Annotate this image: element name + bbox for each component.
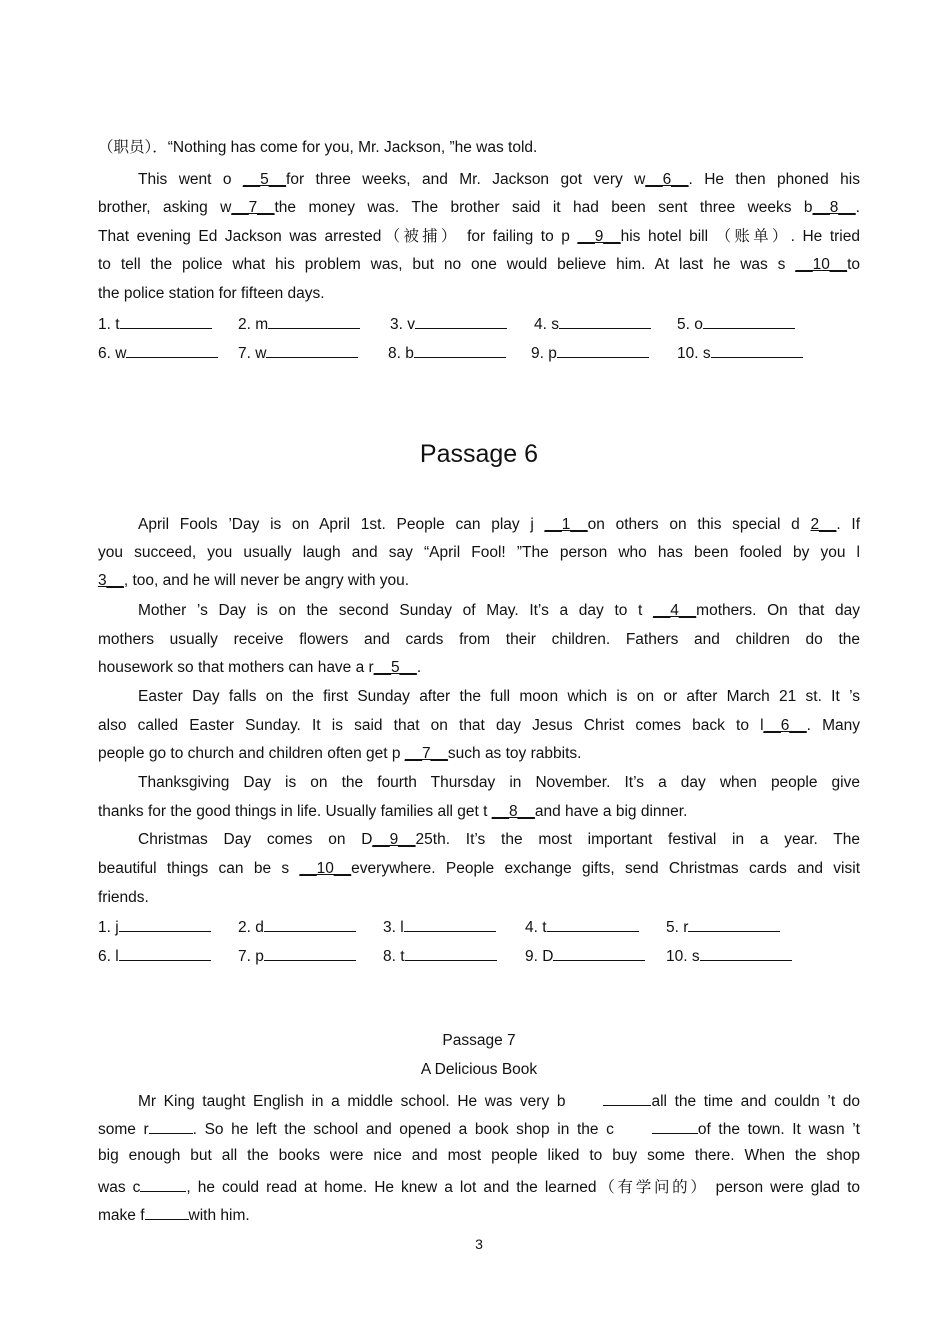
- passage6-line-3: 3__, too, and he will never be angry with you.: [98, 572, 410, 589]
- blank-8: __8__: [491, 803, 535, 820]
- blank[interactable]: [603, 1091, 651, 1106]
- passage6-line-14: friends.: [98, 889, 149, 906]
- passage6-line-10: Thanksgiving Day is on the fourth Thursday in November. It’s a day when people give: [138, 774, 860, 791]
- passage6-line-7: Easter Day falls on the first Sunday after the full moon which is on or after March 21 st. It ’s: [138, 688, 860, 705]
- answer-slot[interactable]: 7. p: [238, 946, 356, 966]
- answer-slot[interactable]: 1. t: [98, 314, 212, 334]
- passage6-line-2: you succeed, you usually laugh and say “April Fool! ”The person who has been fooled by you l: [98, 544, 860, 561]
- blank-5: __5__: [242, 171, 287, 188]
- blank-10: __10__: [299, 860, 352, 877]
- answer-slot[interactable]: 3. l: [383, 917, 496, 937]
- passage6-line-5: mothers usually receive flowers and cards from their children. Fathers and children do the: [98, 631, 860, 648]
- page-number: 3: [475, 1236, 483, 1252]
- passage5-line-3: brother, asking w__7__the money was. The brother said it had been sent three weeks b__8__.: [98, 199, 860, 216]
- passage6-line-4: Mother ’s Day is on the second Sunday of May. It’s a day to t __4__mothers. On that day: [138, 602, 860, 619]
- passage6-line-8: also called Easter Sunday. It is said that on that day Jesus Christ comes back to l__6__. Many: [98, 717, 861, 734]
- blank-9: __9__: [577, 228, 621, 245]
- blank-6: __6__: [645, 171, 689, 188]
- answer-slot[interactable]: 5. r: [666, 917, 780, 937]
- passage5-line-1: （职员）．“Nothing has come for you, Mr. Jackson, ”he was told.: [98, 139, 538, 156]
- passage5-line-6: the police station for fifteen days.: [98, 285, 325, 302]
- passage7-line-4: was c , he could read at home. He knew a lot and the learned（有学问的） person were glad to: [98, 1179, 861, 1196]
- blank-1: __1__: [544, 516, 588, 533]
- answer-slot[interactable]: 9. D: [525, 946, 645, 966]
- answer-slot[interactable]: 6. w: [98, 343, 218, 363]
- passage7-line-1: Mr King taught English in a middle school. He was very b all the time and couldn ’t do: [138, 1093, 860, 1110]
- passage6-line-6: housework so that mothers can have a r__5__.: [98, 659, 422, 676]
- blank[interactable]: [140, 1177, 186, 1192]
- passage7-line-5: make f with him.: [98, 1207, 250, 1224]
- blank-9: __9__: [372, 831, 416, 848]
- passage7-line-2: some r . So he left the school and opened a book shop in the c of the town. It wasn ’t: [98, 1121, 860, 1138]
- passage6-title: Passage 6: [419, 440, 539, 468]
- passage5-line-5: to tell the police what his problem was, but no one would believe him. At last he was s __10__to: [98, 256, 860, 273]
- blank-4: __4__: [653, 602, 697, 619]
- answer-slot[interactable]: 9. p: [531, 343, 649, 363]
- blank[interactable]: [149, 1119, 193, 1134]
- answer-slot[interactable]: 4. t: [525, 917, 639, 937]
- answer-slot[interactable]: 2. m: [238, 314, 360, 334]
- answer-slot[interactable]: 8. b: [388, 343, 506, 363]
- blank-10: __10__: [795, 256, 848, 273]
- passage5-line-2: This went o __5__for three weeks, and Mr. Jackson got very w__6__. He then phoned his: [138, 171, 860, 188]
- passage6-line-9: people go to church and children often get p __7__such as toy rabbits.: [98, 745, 582, 762]
- passage7-subtitle: A Delicious Book: [420, 1061, 538, 1078]
- blank[interactable]: [652, 1119, 698, 1134]
- answer-slot[interactable]: 10. s: [666, 946, 792, 966]
- blank-8: __8__: [812, 199, 856, 216]
- blank-7: __7__: [404, 745, 448, 762]
- passage6-line-1: April Fools ’Day is on April 1st. People can play j __1__on others on this special d 2__. If: [138, 516, 860, 533]
- answer-slot[interactable]: 10. s: [677, 343, 803, 363]
- blank-7: __7__: [231, 199, 275, 216]
- answer-slot[interactable]: 1. j: [98, 917, 211, 937]
- passage7-line-3: big enough but all the books were nice and most people liked to buy some there. When the shop: [98, 1147, 860, 1164]
- passage6-line-11: thanks for the good things in life. Usually families all get t __8__and have a big dinner.: [98, 803, 688, 820]
- passage7-title: Passage 7: [442, 1032, 516, 1049]
- blank-5: __5__: [373, 659, 417, 676]
- answer-slot[interactable]: 7. w: [238, 343, 358, 363]
- passage6-line-13: beautiful things can be s __10__everywhere. People exchange gifts, send Christmas cards and visit: [98, 860, 861, 877]
- answer-slot[interactable]: 3. v: [390, 314, 507, 334]
- blank-3: 3__: [98, 572, 124, 589]
- answer-slot[interactable]: 8. t: [383, 946, 497, 966]
- answer-slot[interactable]: 2. d: [238, 917, 356, 937]
- answer-slot[interactable]: 6. l: [98, 946, 211, 966]
- blank-6: __6__: [763, 717, 807, 734]
- blank[interactable]: [145, 1205, 189, 1220]
- passage6-line-12: Christmas Day comes on D__9__25th. It’s the most important festival in a year. The: [138, 831, 860, 848]
- blank-2: 2__: [810, 516, 837, 533]
- passage5-line-4: That evening Ed Jackson was arrested（被捕） for failing to p __9__his hotel bill （账单）. He tried: [98, 228, 860, 245]
- answer-slot[interactable]: 5. o: [677, 314, 795, 334]
- answer-slot[interactable]: 4. s: [534, 314, 651, 334]
